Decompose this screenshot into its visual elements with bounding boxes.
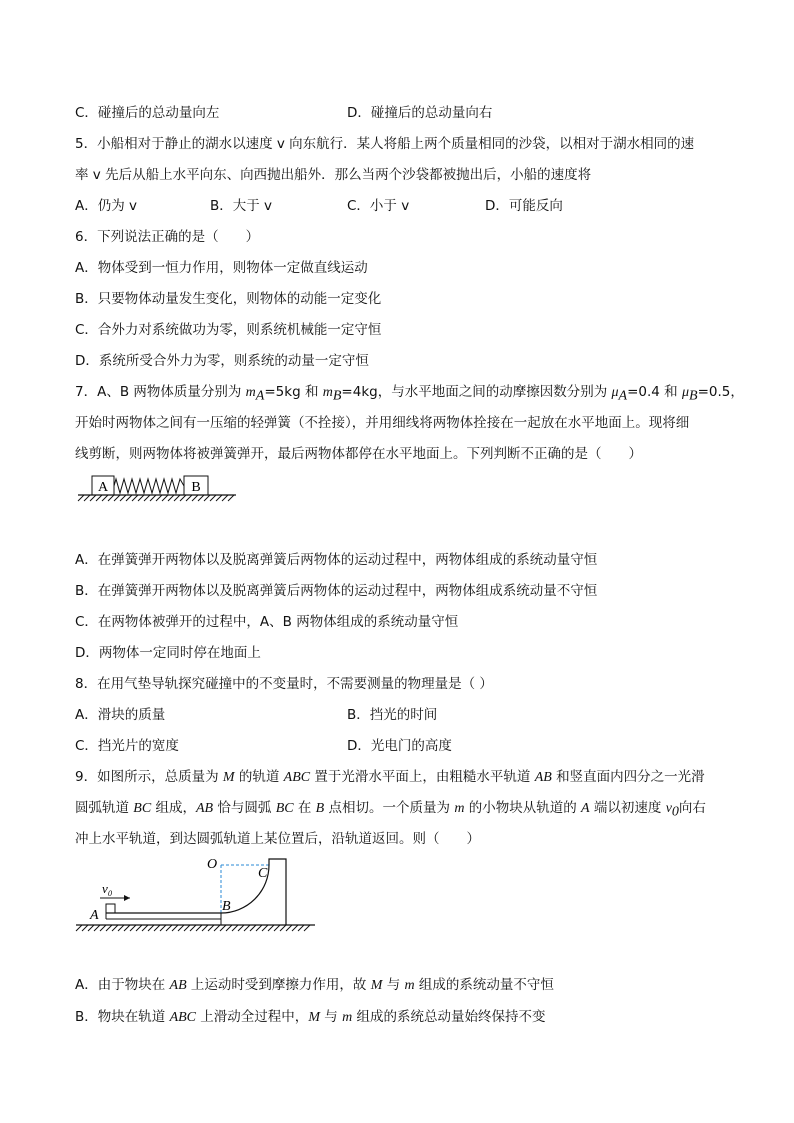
q9-option-b [75,1008,546,1027]
hatch-mark [220,925,226,931]
hatch-mark [228,495,234,501]
q9-text: 在 [293,800,316,816]
q9-figure-track [70,855,320,937]
block-a-label: A [97,480,109,495]
hatch-mark [120,495,126,501]
q5-option-a: A．仍为 v [75,198,138,214]
hatch-mark [238,925,244,931]
q9-var-v: v [665,801,672,816]
q7-var-m: m [322,385,333,400]
hatch-mark [244,925,250,931]
block-b-label: B [191,480,201,495]
q9-var-M: M [370,978,383,993]
hatch-mark [108,495,114,501]
q7-option-b: B．在弹簧弹开两物体以及脱离弹簧后两物体的运动过程中，两物体组成系统动量不守恒 [75,583,598,599]
hatch-mark [112,925,118,931]
hatch-mark [184,925,190,931]
q7-sub-a: A [255,388,265,404]
hatch-mark [256,925,262,931]
q9-var-ABC: ABC [283,770,311,785]
hatch-mark [214,925,220,931]
hatch-mark [142,925,148,931]
label-b: B [222,899,231,914]
ground-hatch [78,495,234,501]
label-v: v [102,881,108,896]
q9-var-m: m [404,978,415,993]
q9-text: B．物块在轨道 [75,1009,170,1025]
q9-var-A: A [581,801,590,816]
velocity-arrowhead [124,895,130,901]
small-block [106,904,115,913]
hatch-mark [250,925,256,931]
hatch-mark [90,495,96,501]
q9-var-M: M [308,1010,320,1025]
hatch-mark [78,495,84,501]
q9-text: 组成的系统动量不守恒 [414,977,554,993]
q9-stem-line3: 冲上水平轨道，到达圆弧轨道上某位置后，沿轨道返回。则（ ） [75,831,480,847]
q9-var-AB: AB [195,801,214,816]
q7-text: =0.5， [697,384,744,400]
hatch-mark [156,495,162,501]
q6-option-b: B．只要物体动量发生变化，则物体的动能一定变化 [75,291,382,307]
hatch-mark [216,495,222,501]
q8-option-a: A．滑块的质量 [75,707,166,723]
q5-stem-line1: 5．小船相对于静止的湖水以速度 v 向东航行．某人将船上两个质量相同的沙袋，以相对于湖水相同的速 [75,136,695,152]
q9-stem-line2 [75,799,706,822]
hatch-mark [76,925,82,931]
hatch-mark [168,495,174,501]
q7-text: =0.4 和 [627,384,682,400]
ground-hatch [76,925,310,931]
q7-option-d: D．两物体一定同时停在地面上 [75,645,261,661]
hatch-mark [94,925,100,931]
q7-sub-b: B [689,388,698,404]
q9-text: 组成， [151,800,196,816]
q7-var-mu: μ [681,385,690,400]
q7-option-a: A．在弹簧弹开两物体以及脱离弹簧后两物体的运动过程中，两物体组成的系统动量守恒 [75,552,598,568]
hatch-mark [148,925,154,931]
hatch-mark [130,925,136,931]
q9-text: 恰与圆弧 [213,800,276,816]
q9-text: 圆弧轨道 [75,800,134,816]
hatch-mark [96,495,102,501]
q9-sub-0: 0 [671,804,679,820]
q5-stem-line2: 率 v 先后从船上水平向东、向西抛出船外．那么当两个沙袋都被抛出后，小船的速度将 [75,167,592,183]
hatch-mark [160,925,166,931]
label-c: C [258,866,268,881]
q8-option-d: D．光电门的高度 [347,738,452,754]
q7-figure-spring-blocks [72,472,242,508]
q7-text: =5kg 和 [264,384,323,400]
q9-text: 上运动时受到摩擦力作用，故 [186,977,371,993]
q9-text: A．由于物块在 [75,977,170,993]
q8-option-c: C．挡光片的宽度 [75,738,179,754]
q9-text: 向右 [678,800,706,816]
q9-text: 与 [319,1009,343,1025]
q7-stem-line3: 线剪断，则两物体将被弹簧弹开，最后两物体都停在水平地面上。下列判断不正确的是（ ） [75,446,642,462]
hatch-mark [84,495,90,501]
hatch-mark [210,495,216,501]
hatch-mark [202,925,208,931]
label-o: O [207,857,218,872]
hatch-mark [298,925,304,931]
hatch-mark [126,495,132,501]
q5-option-d: D．可能反向 [485,198,563,214]
hatch-mark [166,925,172,931]
hatch-mark [204,495,210,501]
q9-var-AB: AB [169,978,187,993]
hatch-mark [222,495,228,501]
q7-stem-line1 [75,383,744,406]
q9-text: 点相切。一个质量为 [324,800,455,816]
hatch-mark [138,495,144,501]
hatch-mark [162,495,168,501]
hatch-mark [286,925,292,931]
q9-option-a [75,976,554,995]
hatch-mark [82,925,88,931]
hatch-mark [106,925,112,931]
hatch-mark [232,925,238,931]
hatch-mark [132,495,138,501]
q7-text: =4kg，与水平地面之间的动摩擦因数分别为 [341,384,612,400]
hatch-mark [292,925,298,931]
q9-text: 上滑动全过程中， [196,1009,309,1025]
hatch-mark [226,925,232,931]
hatch-mark [178,925,184,931]
q9-var-ABC: ABC [169,1010,197,1025]
hatch-mark [174,495,180,501]
hatch-mark [102,495,108,501]
q7-sub-b: B [332,388,342,404]
q6-stem: 6．下列说法正确的是（ ） [75,229,260,245]
hatch-mark [114,495,120,501]
q9-text: 的轨道 [234,769,284,785]
q4-option-c: C．碰撞后的总动量向左 [75,105,220,121]
q9-text: 置于光滑水平面上，由粗糙水平轨道 [310,769,535,785]
hatch-mark [88,925,94,931]
hatch-mark [196,925,202,931]
q9-text: 的小物块从轨道的 [464,800,582,816]
hatch-mark [304,925,310,931]
hatch-mark [144,495,150,501]
hatch-mark [100,925,106,931]
spring [114,479,184,493]
q6-option-d: D．系统所受合外力为零，则系统的动量一定守恒 [75,353,369,369]
q7-stem-line2: 开始时两物体之间有一压缩的轻弹簧（不拴接），并用细线将两物体拴接在一起放在水平地面上。现将细 [75,415,690,431]
q9-var-BC: BC [133,801,152,816]
hatch-mark [180,495,186,501]
q7-option-c: C．在两物体被弹开的过程中，A、B 两物体组成的系统动量守恒 [75,614,459,630]
hatch-mark [154,925,160,931]
hatch-mark [136,925,142,931]
hatch-mark [124,925,130,931]
q7-sub-a: A [618,388,628,404]
q9-stem-line1 [75,768,705,787]
q9-var-AB: AB [534,770,552,785]
q6-option-a: A．物体受到一恒力作用，则物体一定做直线运动 [75,260,368,276]
q7-var-m: m [245,385,256,400]
hatch-mark [172,925,178,931]
hatch-mark [118,925,124,931]
hatch-mark [192,495,198,501]
q6-option-c: C．合外力对系统做功为零，则系统机械能一定守恒 [75,322,382,338]
hatch-mark [268,925,274,931]
q9-var-m: m [454,801,465,816]
q9-var-BC: BC [275,801,294,816]
hatch-mark [150,495,156,501]
q5-option-b: B．大于 v [210,198,273,214]
q7-text: 7．A、B 两物体质量分别为 [75,384,246,400]
q9-var-B: B [315,801,325,816]
q4-option-d: D．碰撞后的总动量向右 [347,105,493,121]
q5-option-c: C．小于 v [347,198,410,214]
q9-text: 端以初速度 [589,800,666,816]
q9-text: 与 [382,977,405,993]
q8-stem: 8．在用气垫导轨探究碰撞中的不变量时，不需要测量的物理量是（ ） [75,676,493,692]
label-a: A [90,908,99,923]
q9-text: 9．如图所示，总质量为 [75,769,223,785]
hatch-mark [280,925,286,931]
label-v-sub: 0 [108,889,112,898]
hatch-mark [208,925,214,931]
q8-option-b: B．挡光的时间 [347,707,438,723]
q9-var-M: M [222,770,235,785]
hatch-mark [186,495,192,501]
hatch-mark [190,925,196,931]
q7-var-mu: μ [611,385,619,400]
hatch-mark [198,495,204,501]
hatch-mark [274,925,280,931]
hatch-mark [262,925,268,931]
q9-text: 组成的系统总动量始终保持不变 [352,1009,546,1025]
q9-text: 和竖直面内四分之一光滑 [551,769,705,785]
q9-var-m: m [342,1010,353,1025]
